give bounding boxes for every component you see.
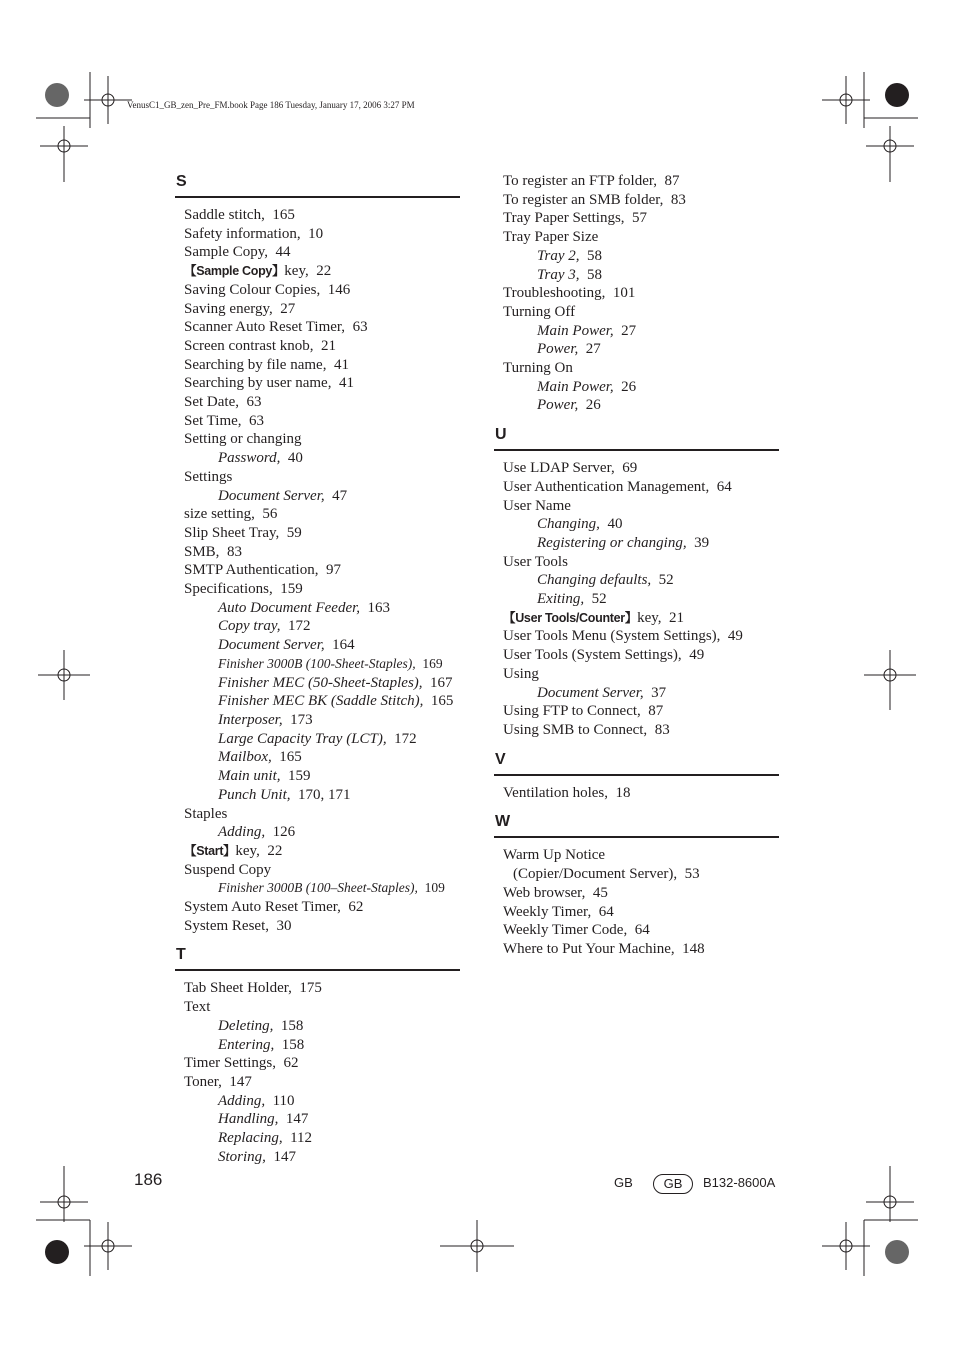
page-reference: 37 [651, 684, 667, 701]
page-reference: 147 [273, 1148, 296, 1165]
entry-term: Changing, [537, 516, 600, 533]
page-reference: 45 [592, 884, 608, 901]
page-reference: 64 [598, 903, 614, 920]
entry-term: Copy tray, [218, 618, 281, 635]
page-reference: 57 [632, 210, 648, 227]
entry-term: System Reset, [184, 917, 269, 934]
entry-term: Changing defaults, [537, 572, 652, 589]
entry-term: Warm Up Notice [503, 847, 606, 864]
entry-term: System Auto Reset Timer, [184, 899, 341, 916]
page-reference: 167 [430, 674, 453, 691]
entry-term: Staples [184, 805, 228, 822]
entry-term: Deleting, [218, 1017, 274, 1034]
page-reference: 69 [622, 460, 638, 477]
entry-term: key, [284, 263, 309, 280]
page-reference: 56 [262, 506, 278, 523]
entry-term: Specifications, [184, 581, 273, 598]
entry-term: Tray 2, [537, 247, 580, 264]
page-reference: 27 [280, 300, 296, 317]
entry-term: Using SMB to Connect, [503, 721, 648, 738]
entry-term: Main Power, [537, 322, 614, 339]
page-reference: 172 [288, 618, 311, 635]
entry-term: Web browser, [503, 884, 586, 901]
page-reference: 22 [267, 842, 283, 859]
page-number: 186 [134, 1170, 163, 1189]
entry-term: Saving energy, [184, 300, 273, 317]
section-letter: S [176, 173, 187, 190]
entry-term: Document Server, [537, 684, 644, 701]
entry-term: Tray 3, [537, 266, 580, 283]
entry-term: Suspend Copy [184, 861, 272, 878]
page-reference: 101 [612, 285, 636, 302]
entry-term: Main Power, [537, 378, 614, 395]
page-reference: 59 [286, 524, 302, 541]
page-reference: 47 [332, 487, 348, 504]
page-reference: 10 [308, 225, 324, 242]
page-reference: 159 [280, 581, 303, 598]
entry-term: Scanner Auto Reset Timer, [184, 319, 346, 336]
page-reference: 63 [352, 319, 368, 336]
entry-term: Settings [184, 468, 233, 485]
page-reference: 165 [272, 207, 295, 223]
page-reference: 41 [333, 356, 349, 373]
page-reference: 87 [664, 173, 680, 189]
page-reference: 64 [716, 478, 732, 495]
section-letter: U [495, 426, 507, 444]
page-reference: 21 [321, 337, 337, 354]
page-reference: 27 [585, 341, 601, 358]
entry-term: Power, [537, 341, 579, 358]
page-reference: 26 [585, 397, 601, 414]
entry-term: Mailbox, [218, 749, 272, 766]
page-reference: 49 [689, 647, 705, 664]
entry-term: Set Date, [184, 394, 239, 411]
entry-term: Set Time, [184, 412, 242, 429]
entry-term: Document Server, [218, 487, 325, 504]
page-reference: 44 [275, 244, 291, 261]
entry-term: Using FTP to Connect, [503, 703, 641, 720]
entry-term: User Tools Menu (System Settings), [503, 628, 721, 645]
entry-term: Document Server, [218, 637, 325, 654]
entry-term: Finisher 3000B (100–Sheet-Staples), [218, 880, 418, 896]
page-reference: 41 [338, 375, 354, 392]
page-reference: 109 [424, 880, 445, 896]
entry-term: Turning On [503, 360, 573, 377]
entry-term: key, [637, 609, 662, 626]
entry-term: Turning Off [503, 303, 576, 320]
page-reference: 97 [325, 562, 341, 579]
page-reference: 40 [287, 450, 303, 467]
entry-term: Registering or changing, [537, 534, 687, 551]
page-reference: 164 [332, 637, 355, 654]
key-name: 【Sample Copy】 [184, 264, 285, 279]
page-reference: 64 [634, 922, 650, 939]
entry-term: Slip Sheet Tray, [184, 524, 280, 541]
page-reference: 163 [367, 599, 391, 616]
page-reference: 62 [348, 899, 364, 916]
key-name: 【User Tools/Counter】 [503, 610, 638, 625]
entry-term: Interposer, [218, 711, 283, 728]
entry-term: Main unit, [218, 768, 281, 785]
entry-term: Saving Colour Copies, [184, 281, 321, 298]
page-reference: 173 [290, 711, 313, 728]
page-reference: 110 [272, 1092, 295, 1109]
entry-term: Storing, [218, 1148, 266, 1165]
entry-term: Troubleshooting, [503, 285, 606, 302]
section-letter: W [495, 813, 511, 831]
entry-term: User Authentication Management, [503, 478, 710, 495]
entry-term: To register an FTP folder, [503, 173, 658, 189]
entry-term: Large Capacity Tray (LCT), [218, 730, 387, 747]
page-reference: 83 [670, 191, 686, 208]
page-reference: 147 [229, 1073, 252, 1090]
entry-term: User Tools [503, 553, 568, 570]
page-reference: 58 [587, 247, 603, 264]
page-reference: 30 [276, 917, 292, 934]
page-reference: 49 [727, 628, 743, 645]
entry-term: Saddle stitch, [184, 207, 265, 223]
entry-term: Tab Sheet Holder, [184, 980, 292, 997]
page-reference: 112 [290, 1130, 313, 1147]
page-reference: 172 [394, 730, 417, 747]
page-reference: 52 [591, 591, 607, 608]
entry-term: Power, [537, 397, 579, 414]
entry-term: SMB, [184, 543, 220, 560]
entry-term: SMTP Authentication, [184, 562, 319, 579]
page-reference: 175 [299, 980, 322, 997]
page-reference: 126 [272, 824, 296, 841]
entry-term: User Tools (System Settings), [503, 647, 682, 664]
entry-term: (Copier/Document Server), [513, 866, 678, 883]
entry-term: Use LDAP Server, [503, 460, 615, 477]
page-reference: 63 [246, 394, 262, 411]
page-reference: 63 [249, 412, 265, 429]
page-reference: 165 [279, 749, 302, 766]
page-reference: 165 [430, 693, 454, 710]
page-reference: 18 [615, 784, 631, 801]
page-reference: 158 [280, 1017, 304, 1034]
entry-term: Weekly Timer, [503, 903, 592, 920]
entry-term: To register an SMB folder, [503, 191, 664, 208]
entry-term: Sample Copy, [184, 244, 269, 261]
page-reference: 148 [682, 940, 705, 957]
entry-term: Using [503, 665, 539, 682]
entry-term: Toner, [184, 1073, 222, 1090]
entry-term: Entering, [218, 1036, 275, 1053]
key-name: 【Start】 [184, 843, 236, 858]
language-badge: GB [653, 1174, 693, 1194]
page-reference: 53 [684, 866, 700, 883]
page-reference: 83 [654, 721, 670, 738]
file-header: VenusC1_GB_zen_Pre_FM.book Page 186 Tuesday, January 17, 2006 3:27 PM [127, 100, 415, 110]
entry-term: Punch Unit, [218, 786, 291, 803]
entry-term: Adding, [218, 1092, 266, 1109]
language-code: GB [614, 1175, 633, 1190]
page-reference: 83 [226, 543, 242, 560]
entry-term: Exiting, [537, 591, 585, 608]
document-code: B132-8600A [703, 1175, 776, 1190]
entry-term: Searching by user name, [184, 375, 332, 392]
entry-term: Adding, [218, 824, 266, 841]
entry-term: Replacing, [218, 1130, 283, 1147]
page-reference: 52 [658, 572, 674, 589]
page-reference: 27 [621, 322, 637, 339]
page-reference: 169 [422, 655, 443, 671]
page-reference: 170, 171 [298, 786, 351, 803]
page-reference: 39 [694, 534, 710, 551]
page-reference: 146 [327, 281, 351, 298]
page-reference: 147 [285, 1111, 309, 1128]
entry-term: Tray Paper Settings, [503, 210, 625, 227]
entry-term: Finisher MEC (50-Sheet-Staples), [218, 674, 423, 691]
entry-term: Where to Put Your Machine, [503, 940, 675, 957]
entry-term: Safety information, [184, 225, 301, 242]
page-reference: 26 [621, 378, 637, 395]
page-reference: 22 [316, 263, 332, 280]
entry-term: User Name [503, 497, 571, 514]
entry-term: Screen contrast knob, [184, 337, 314, 354]
section-letter: V [495, 750, 506, 768]
entry-term: key, [235, 842, 260, 859]
entry-term: Ventilation holes, [503, 784, 608, 801]
page-reference: 62 [283, 1055, 299, 1072]
page-reference: 159 [288, 768, 311, 785]
entry-term: Setting or changing [184, 431, 302, 448]
entry-term: Text [184, 999, 211, 1016]
entry-term: size setting, [184, 506, 255, 523]
entry-term: Password, [218, 450, 281, 467]
page-reference: 158 [281, 1036, 305, 1053]
entry-term: Finisher 3000B (100-Sheet-Staples), [218, 655, 416, 671]
entry-term: Searching by file name, [184, 356, 327, 373]
section-letter: T [176, 946, 186, 964]
entry-term: Weekly Timer Code, [503, 922, 628, 939]
entry-term: Tray Paper Size [503, 229, 599, 246]
page-reference: 40 [607, 516, 623, 533]
entry-term: Finisher MEC BK (Saddle Stitch), [218, 693, 424, 710]
page-reference: 87 [648, 703, 664, 720]
entry-term: Handling, [218, 1111, 279, 1128]
entry-term: Auto Document Feeder, [218, 599, 361, 616]
page-reference: 21 [669, 609, 684, 626]
entry-term: Timer Settings, [184, 1055, 276, 1072]
page-reference: 58 [587, 266, 603, 283]
